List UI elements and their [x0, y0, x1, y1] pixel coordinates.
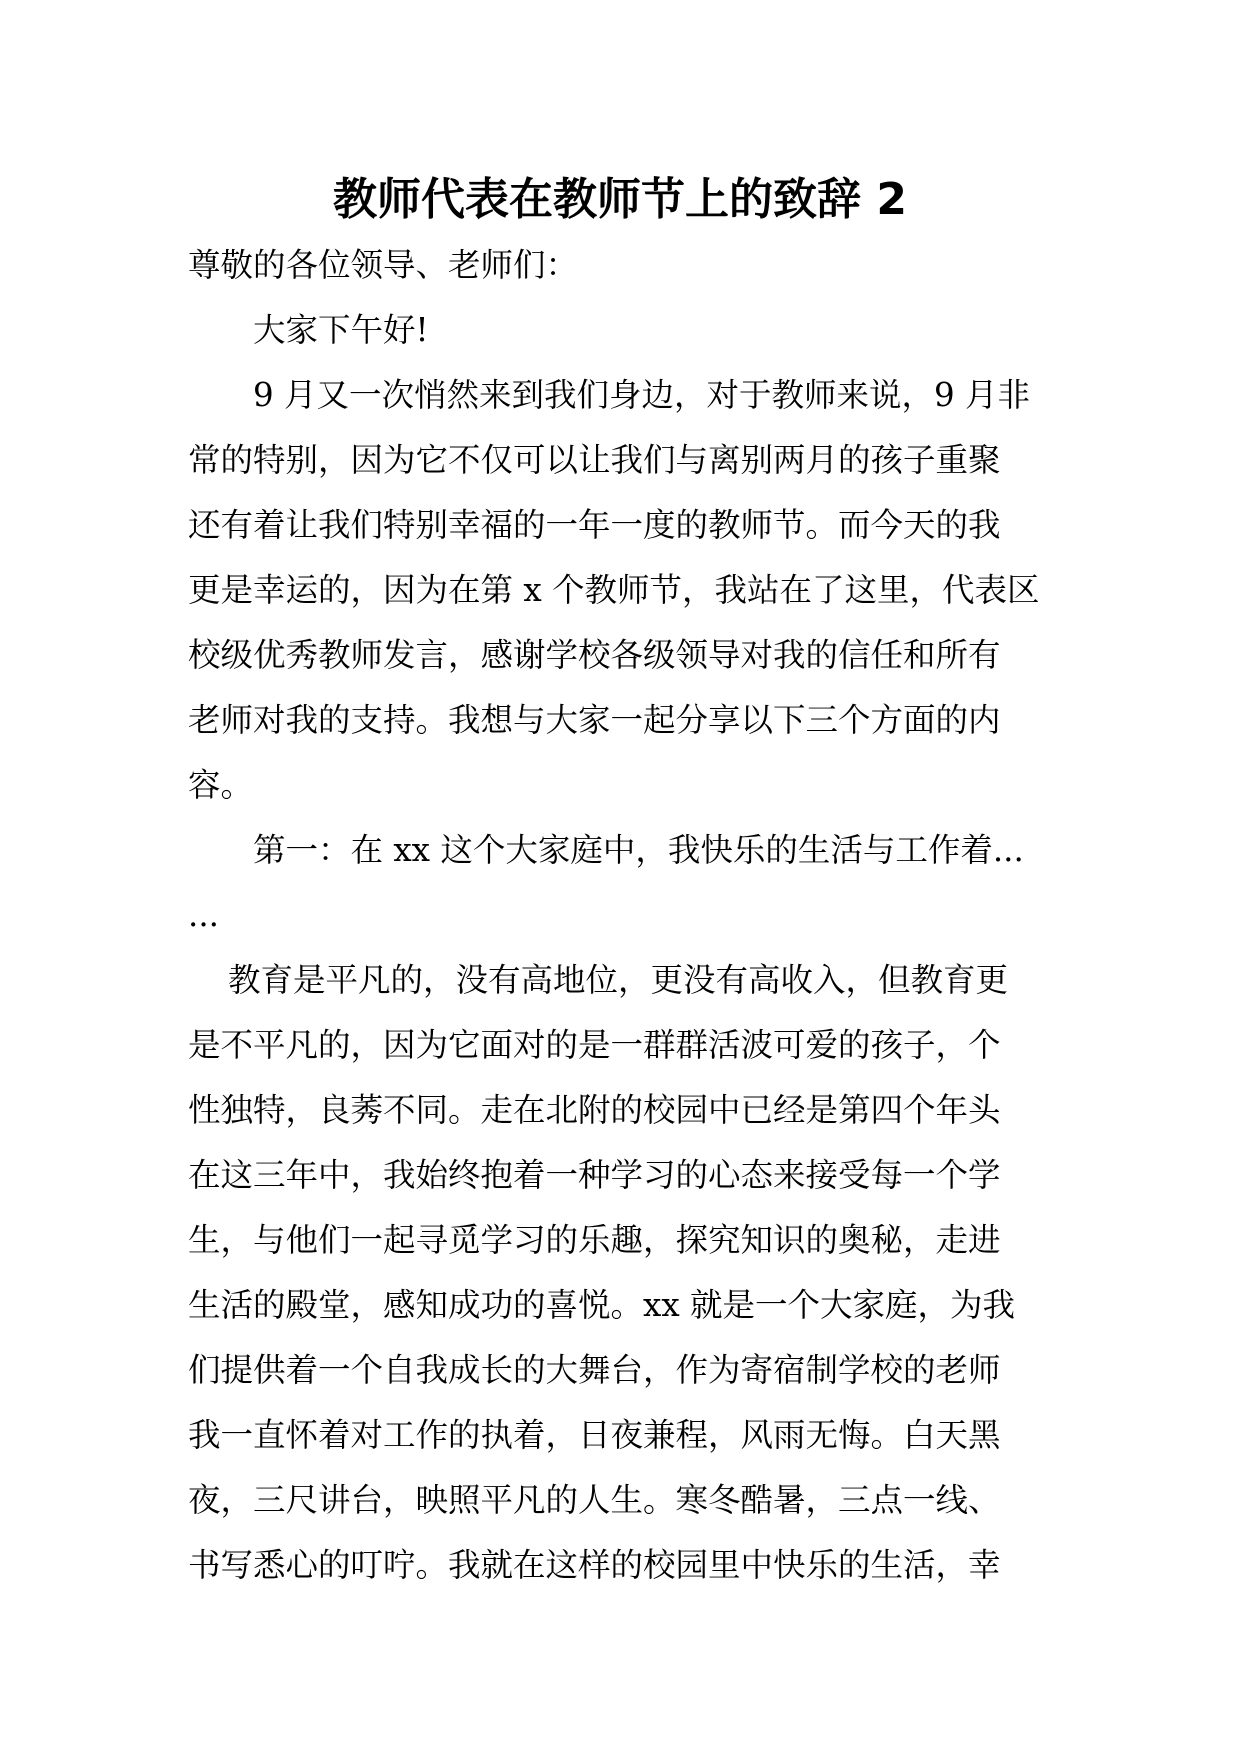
body-line: 生活的殿堂，感知成功的喜悦。xx 就是一个大家庭，为我	[188, 1286, 1015, 1324]
body-line: 更是幸运的，因为在第 x 个教师节，我站在了这里，代表区	[188, 571, 1040, 609]
body-line: 性独特，良莠不同。走在北附的校园中已经是第四个年头	[188, 1091, 1001, 1129]
body-line: 容。	[188, 766, 254, 804]
body-line: 教育是平凡的，没有高地位，更没有高收入，但教育更	[228, 961, 1009, 999]
body-line: 9 月又一次悄然来到我们身边，对于教师来说，9 月非	[253, 376, 1031, 414]
body-line: 在这三年中，我始终抱着一种学习的心态来接受每一个学	[188, 1156, 1001, 1194]
body-line: 校级优秀教师发言，感谢学校各级领导对我的信任和所有	[188, 636, 1001, 674]
body-line: 夜，三尺讲台，映照平凡的人生。寒冬酷暑，三点一线、	[188, 1481, 1001, 1519]
document-body	[188, 233, 1058, 1598]
document-title: 教师代表在教师节上的致辞 2	[333, 174, 907, 225]
body-line: 常的特别，因为它不仅可以让我们与离别两月的孩子重聚	[188, 441, 1001, 479]
body-line: 老师对我的支持。我想与大家一起分享以下三个方面的内	[188, 701, 1001, 739]
body-line: 生，与他们一起寻觅学习的乐趣，探究知识的奥秘，走进	[188, 1221, 1001, 1259]
body-line: 我一直怀着对工作的执着，日夜兼程，风雨无悔。白天黑	[188, 1416, 1001, 1454]
body-line: 尊敬的各位领导、老师们：	[188, 246, 579, 284]
body-line: ...	[188, 896, 219, 934]
body-line: 们提供着一个自我成长的大舞台，作为寄宿制学校的老师	[188, 1351, 1001, 1389]
body-line: 第一：在 xx 这个大家庭中，我快乐的生活与工作着...	[253, 831, 1024, 869]
body-line: 还有着让我们特别幸福的一年一度的教师节。而今天的我	[188, 506, 1001, 544]
body-line: 大家下午好!	[253, 311, 429, 349]
body-line: 是不平凡的，因为它面对的是一群群活波可爱的孩子，个	[188, 1026, 1001, 1064]
body-line: 书写悉心的叮咛。我就在这样的校园里中快乐的生活，幸	[188, 1546, 1001, 1584]
